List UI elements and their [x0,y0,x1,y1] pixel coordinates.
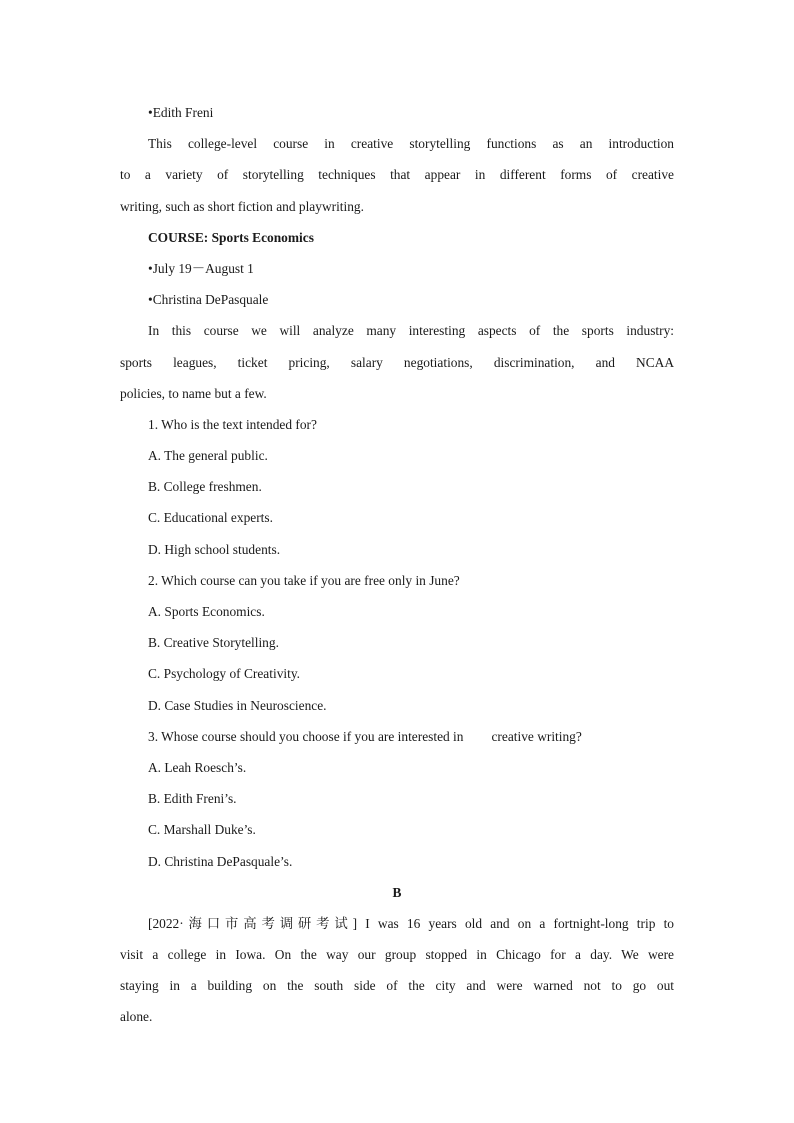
question-stem-part: 3. Whose course should you choose if you are interested in [148,728,464,744]
answer-option: D. High school students. [148,541,281,557]
question-stem: 2. Which course can you take if you are free only in June? [148,572,460,588]
question-stem: 1. Who is the text intended for? [148,416,317,432]
course-instructor: •Edith Freni [148,105,214,120]
course-description-line: to a variety of storytelling techniques that appear in different forms of creative [120,167,674,183]
document-page [120,97,674,1033]
course-description-line: sports leagues, ticket pricing, salary negotiations, discrimination, and NCAA [120,354,674,370]
passage-line: alone. [120,1009,153,1025]
question-stem-part: creative writing? [491,728,582,744]
answer-option: B. Creative Storytelling. [148,635,279,651]
passage-line: [2022·海口市高考调研考试] I was 16 years old and on a fortnight-long trip to [148,915,674,931]
answer-option: B. College freshmen. [148,479,262,495]
question-stem [120,721,674,752]
answer-option: D. Case Studies in Neuroscience. [148,697,327,713]
answer-option: A. Sports Economics. [148,604,265,619]
course-description-line: policies, to name but a few. [120,385,267,401]
answer-option: D. Christina DePasquale’s. [148,853,293,869]
answer-option: C. Psychology of Creativity. [148,666,300,682]
course-description-line: This college-level course in creative storytelling functions as an introduction [148,136,674,152]
course-dates: •July 19－August 1 [148,260,254,276]
answer-option: A. The general public. [148,448,268,464]
course-instructor: •Christina DePasquale [148,292,269,308]
passage-line: staying in a building on the south side of the city and were warned not to go out [120,978,674,994]
passage-line: visit a college in Iowa. On the way our group stopped in Chicago for a day. We were [120,947,674,963]
course-heading: COURSE: Sports Economics [148,229,314,245]
course-description-line: In this course we will analyze many interesting aspects of the sports industry: [148,323,674,339]
section-label: B [392,884,402,900]
answer-option: B. Edith Freni’s. [148,791,237,807]
answer-option: C. Marshall Duke’s. [148,822,256,838]
answer-option: C. Educational experts. [148,510,273,526]
course-description-line: writing, such as short fiction and playwriting. [120,198,364,214]
answer-option: A. Leah Roesch’s. [148,759,247,775]
